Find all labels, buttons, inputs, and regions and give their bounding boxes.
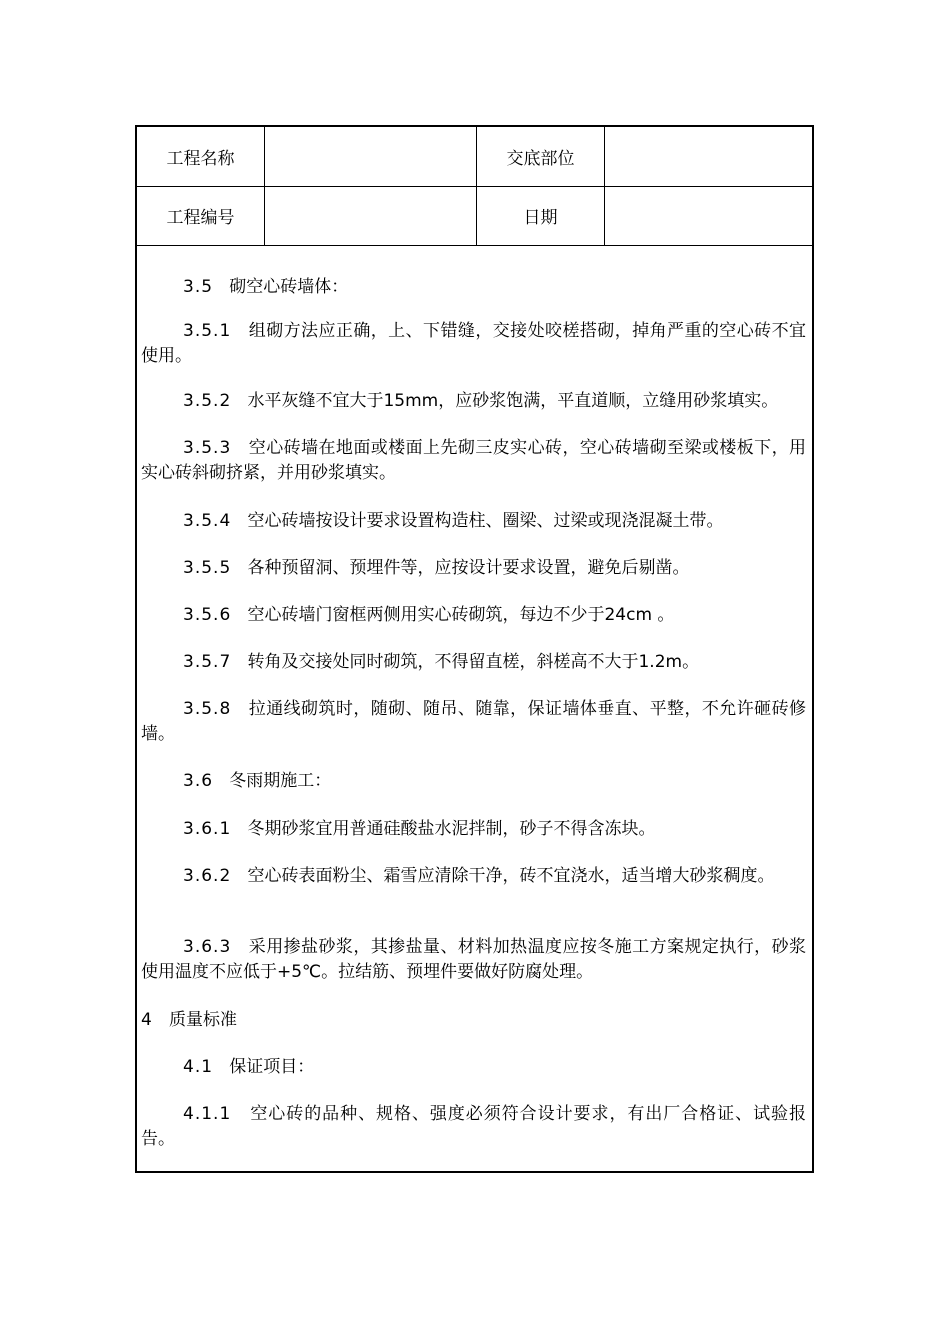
paragraph xyxy=(141,1102,806,1152)
paragraph xyxy=(141,650,806,675)
paragraph-text: 冬期砂浆宜用普通硅酸盐水泥拌制，砂子不得含冻块。 xyxy=(247,819,656,839)
paragraph-text: 砌空心砖墙体： xyxy=(229,277,349,297)
header-row-2 xyxy=(137,186,812,246)
paragraph xyxy=(141,275,806,300)
paragraph xyxy=(141,436,806,486)
paragraph-text: 空心砖表面粉尘、霜雪应清除干净，砖不宜浇水，适当增大砂浆稠度。 xyxy=(247,866,775,886)
project-name-value[interactable] xyxy=(265,127,477,186)
section-number: 3.5.1 xyxy=(183,321,232,341)
section-number: 4.1 xyxy=(183,1057,214,1077)
section-number: 3.5.2 xyxy=(183,391,232,411)
paragraph xyxy=(141,1055,806,1080)
paragraph xyxy=(141,556,806,581)
project-no-value[interactable] xyxy=(265,186,477,245)
section-number: 4 xyxy=(141,1010,153,1030)
paragraph-text: 水平灰缝不宜大于15mm，应砂浆饱满，平直道顺，立缝用砂浆填实。 xyxy=(247,391,779,411)
section-number: 3.6.2 xyxy=(183,866,232,886)
paragraph-text: 空心砖的品种、规格、强度必须符合设计要求，有出厂合格证、试验报告。 xyxy=(141,1104,806,1149)
paragraph xyxy=(141,769,806,794)
paragraph xyxy=(141,603,806,628)
paragraph xyxy=(141,935,806,985)
section-title: 质量标准 xyxy=(169,1010,238,1030)
paragraph-text: 各种预留洞、预埋件等，应按设计要求设置，避免后剔凿。 xyxy=(247,558,690,578)
paragraph-text: 组砌方法应正确，上、下错缝，交接处咬槎搭砌，掉角严重的空心砖不宜使用。 xyxy=(141,321,806,366)
paragraph-text: 空心砖墙按设计要求设置构造柱、圈梁、过梁或现浇混凝土带。 xyxy=(247,511,724,531)
section-number: 3.5 xyxy=(183,277,214,297)
date-value[interactable] xyxy=(605,186,812,245)
section-number: 4.1.1 xyxy=(183,1104,232,1124)
date-label: 日期 xyxy=(477,186,605,245)
paragraph xyxy=(141,319,806,369)
paragraph-text: 采用掺盐砂浆，其掺盐量、材料加热温度应按冬施工方案规定执行，砂浆使用温度不应低于+5℃。拉结筋、预埋件要做好防腐处理。 xyxy=(141,937,806,982)
paragraph-text: 空心砖墙门窗框两侧用实心砖砌筑，每边不少于24cm 。 xyxy=(247,605,675,625)
section-number: 3.5.6 xyxy=(183,605,232,625)
paragraph xyxy=(141,697,806,747)
paragraph-text: 空心砖墙在地面或楼面上先砌三皮实心砖，空心砖墙砌至梁或楼板下，用实心砖斜砌挤紧，并用砂浆填实。 xyxy=(141,438,806,483)
paragraph-text: 保证项目： xyxy=(229,1057,315,1077)
section-number: 3.5.7 xyxy=(183,652,232,672)
location-value[interactable] xyxy=(605,127,812,186)
section-heading xyxy=(141,1008,806,1033)
section-number: 3.5.4 xyxy=(183,511,232,531)
section-number: 3.5.3 xyxy=(183,438,232,458)
section-number: 3.6 xyxy=(183,771,214,791)
paragraph-text: 冬雨期施工： xyxy=(229,771,332,791)
location-label: 交底部位 xyxy=(477,127,605,186)
paragraph xyxy=(141,864,806,889)
disclosure-sheet xyxy=(135,125,814,1173)
project-name-label: 工程名称 xyxy=(137,127,265,186)
section-number: 3.6.3 xyxy=(183,937,232,957)
paragraph-text: 转角及交接处同时砌筑，不得留直槎，斜槎高不大于1.2m。 xyxy=(247,652,700,672)
header-row-1 xyxy=(137,127,812,187)
section-number: 3.6.1 xyxy=(183,819,232,839)
paragraph xyxy=(141,389,806,414)
paragraph-text: 拉通线砌筑时，随砌、随吊、随靠，保证墙体垂直、平整，不允许砸砖修墙。 xyxy=(141,699,806,744)
header-table xyxy=(137,127,812,245)
paragraph xyxy=(141,817,806,842)
section-number: 3.5.8 xyxy=(183,699,232,719)
project-no-label: 工程编号 xyxy=(137,186,265,245)
paragraph xyxy=(141,509,806,534)
section-number: 3.5.5 xyxy=(183,558,232,578)
